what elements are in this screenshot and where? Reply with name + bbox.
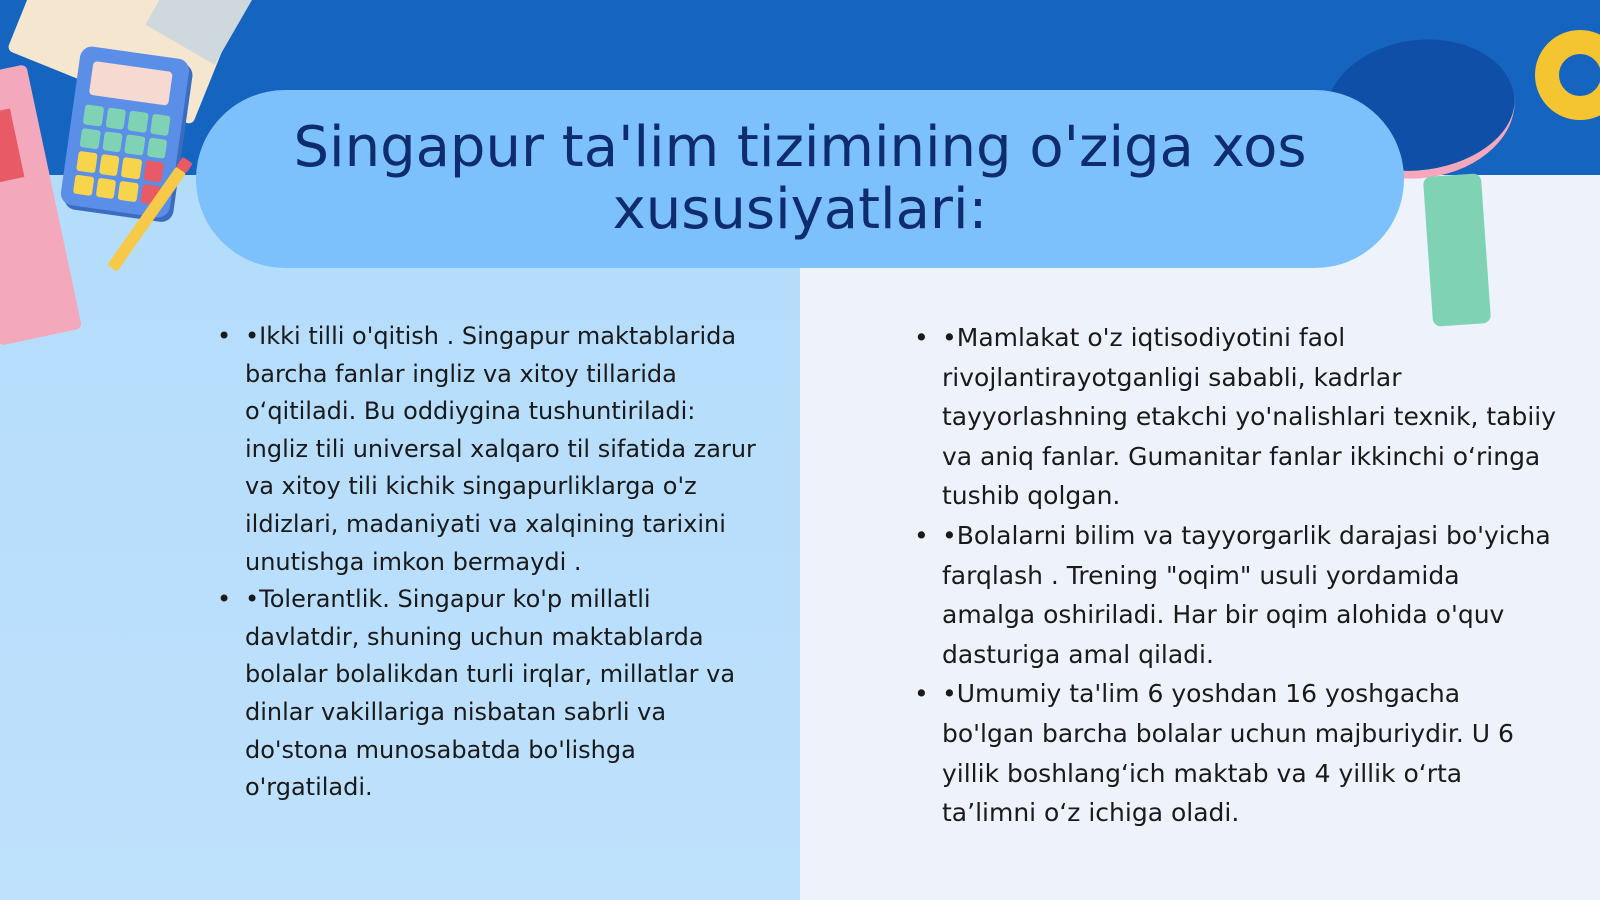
title-banner <box>196 90 1404 268</box>
left-bullet-list <box>215 318 760 807</box>
desk-lamp-stem <box>1423 173 1491 327</box>
list-item: • •Tolerantlik. Singapur ko'p millatli davlatdir, shuning uchun maktablarda bolalar bolalikdan turli irqlar, millatlar va dinlar vakillariga nisbatan sabrli va do'stona munosabatda bo'lishga o'rgatiladi. <box>215 581 760 807</box>
left-column <box>215 318 760 807</box>
calculator-keys <box>73 104 171 205</box>
list-item: • •Ikki tilli o'qitish . Singapur maktablarida barcha fanlar ingliz va xitoy tillarida o‘qitiladi. Bu oddiygina tushuntiriladi: ingliz tili universal xalqaro til sifatida zarur va xitoy tili kichik singapurliklarga o'z ildizlari, madaniyati va xalqining tarixini unutishga imkon bermaydi . <box>215 318 760 581</box>
title-line-1: Singapur ta'lim tizimining o'ziga xos <box>293 115 1307 180</box>
right-bullet-list <box>912 318 1560 833</box>
list-item: • •Mamlakat o'z iqtisodiyotini faol rivojlantirayotganligi sababli, kadrlar tayyorlashning etakchi yo'nalishlari texnik, tabiiy va aniq fanlar. Gumanitar fanlar ikkinchi o‘ringa tushib qolgan. <box>912 318 1560 516</box>
title-line-2: xususiyatlari: <box>612 177 988 242</box>
list-item: • •Umumiy ta'lim 6 yoshdan 16 yoshgacha bo'lgan barcha bolalar uchun majburiydir. U 6 yillik boshlang‘ich maktab va 4 yillik o‘rta ta’limni o‘z ichiga oladi. <box>912 674 1560 832</box>
right-column <box>912 318 1560 833</box>
list-item: • •Bolalarni bilim va tayyorgarlik darajasi bo'yicha farqlash . Trening "oqim" usuli yordamida amalga oshiriladi. Har bir oqim alohida o'quv dasturiga amal qiladi. <box>912 516 1560 674</box>
calculator-screen <box>89 61 173 106</box>
page-title <box>270 117 1330 241</box>
